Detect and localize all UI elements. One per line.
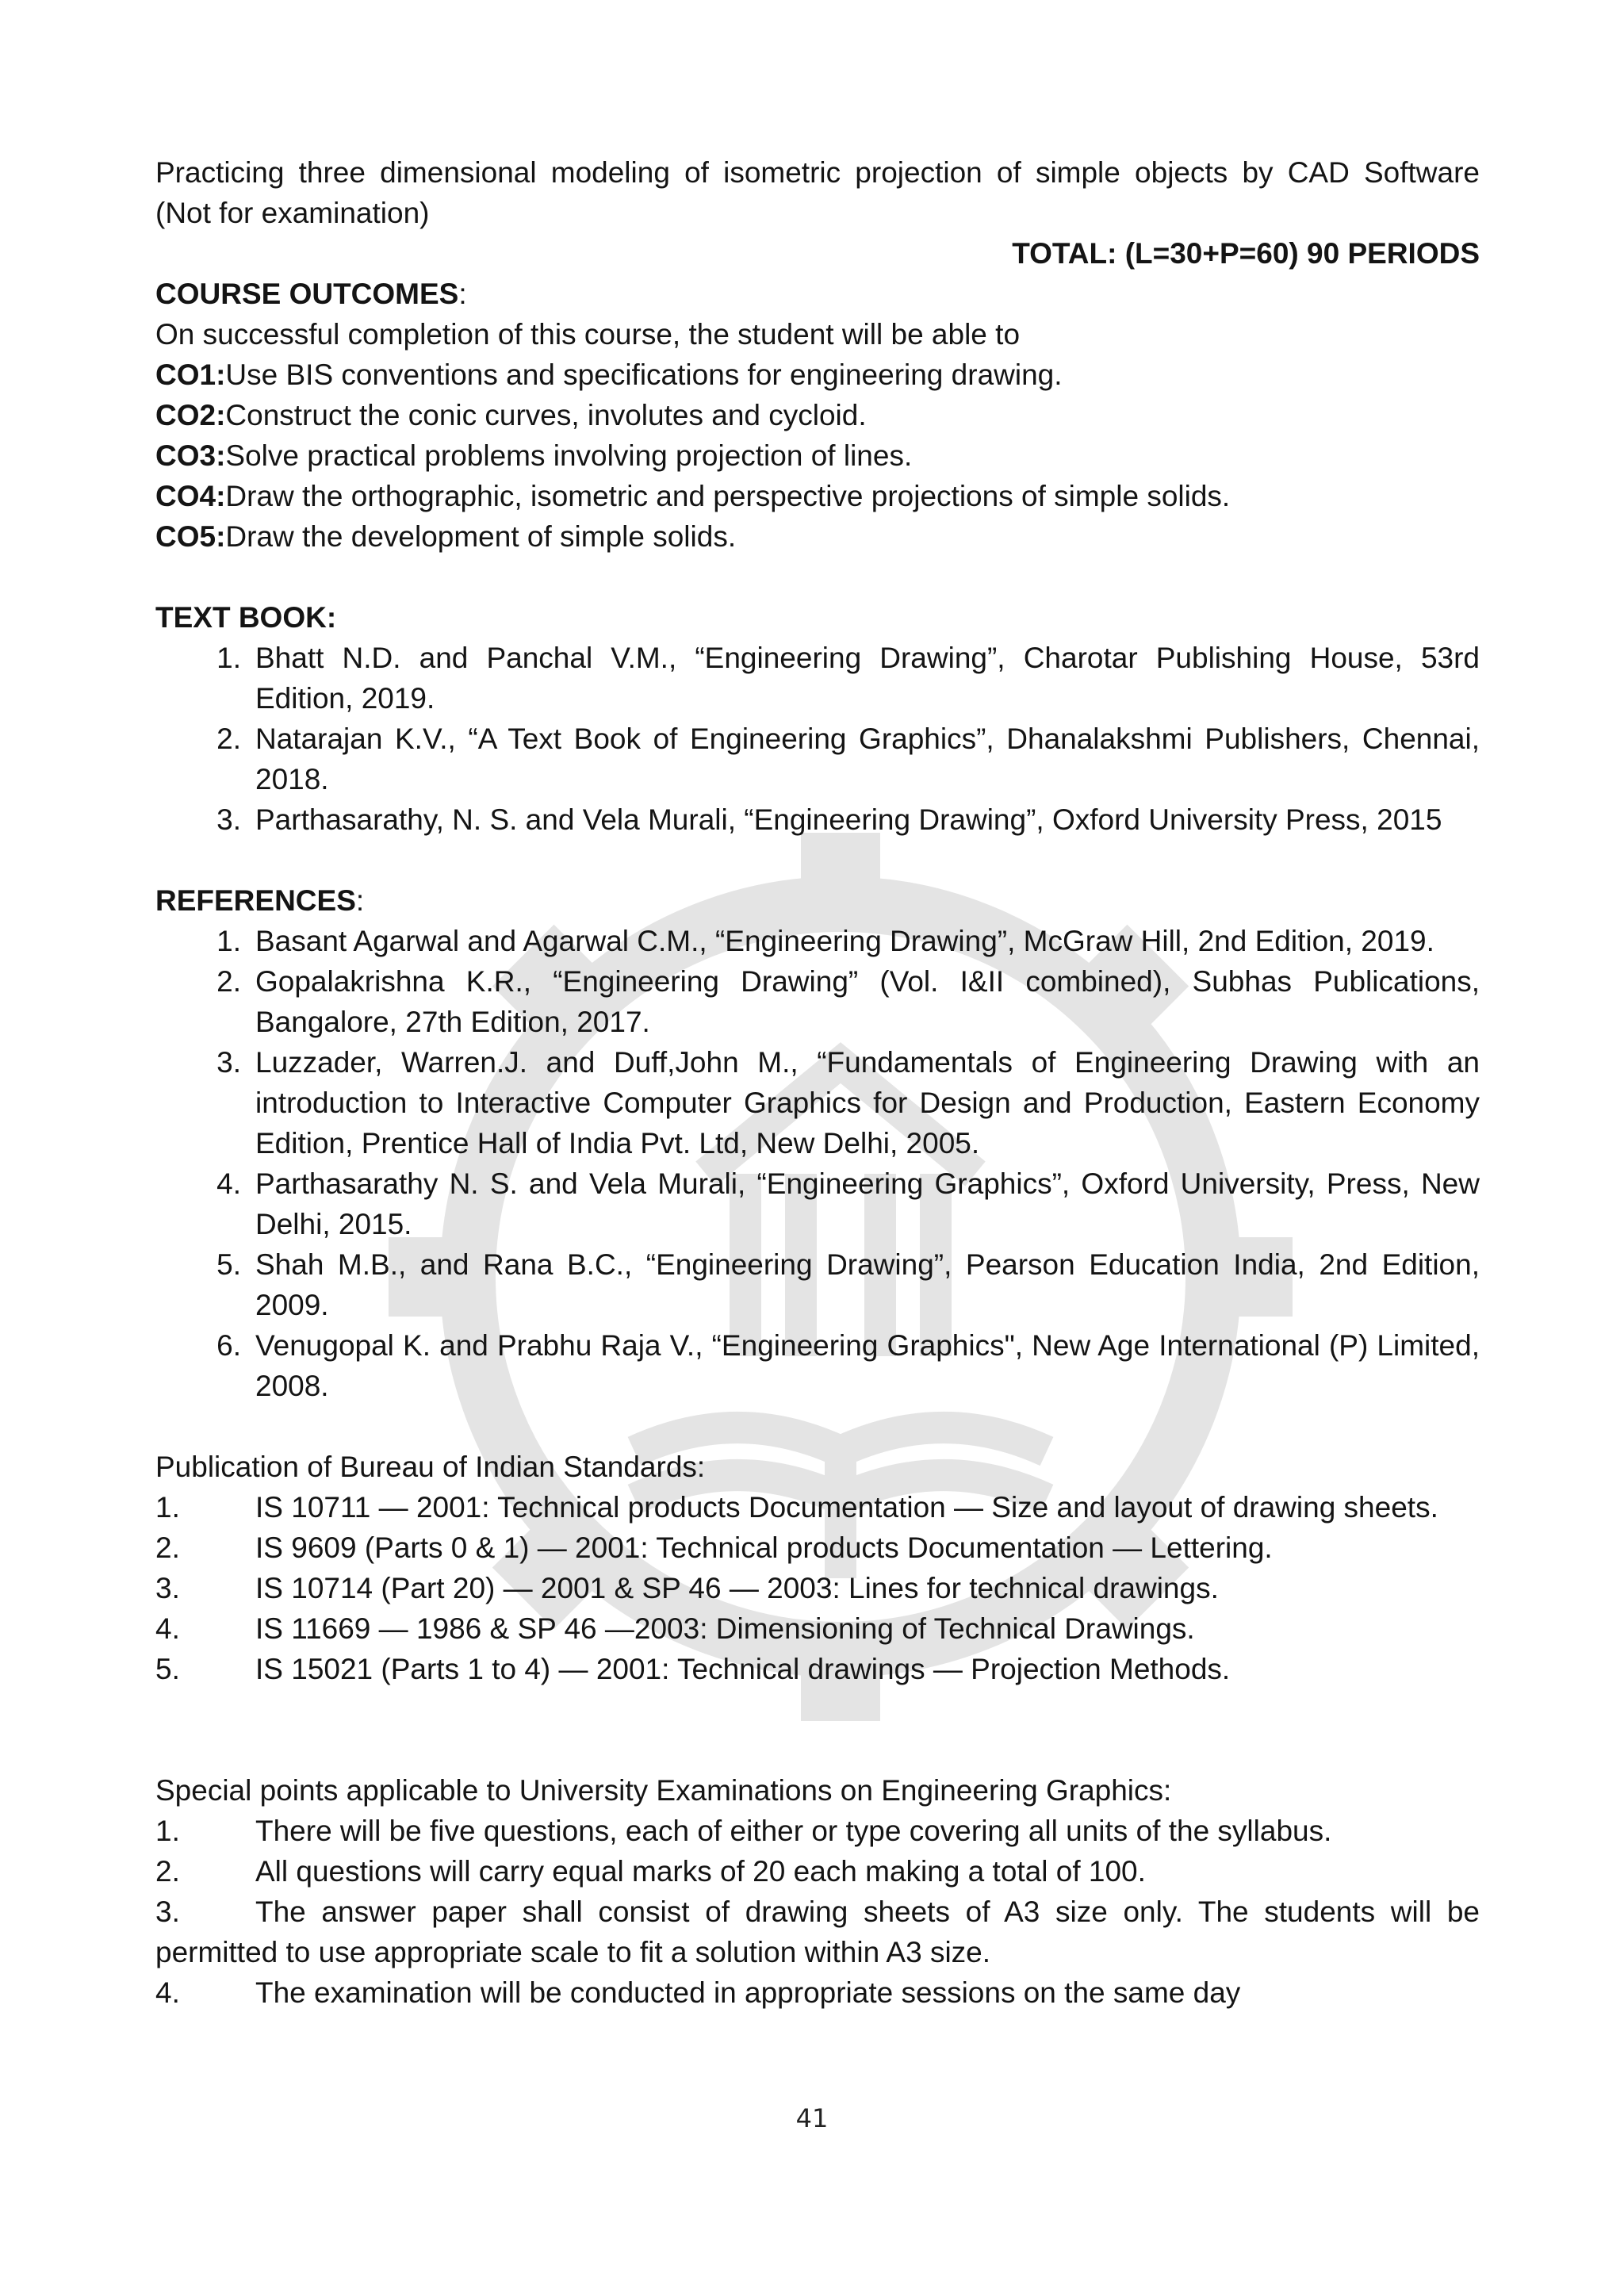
text-book-heading: TEXT BOOK: (155, 601, 337, 634)
document-body (155, 152, 1480, 2013)
references-title: REFERENCES (155, 884, 356, 917)
reference-item (155, 921, 1480, 961)
reference-item (155, 1325, 1480, 1406)
course-outcome-text: Construct the conic curves, involutes and cycloid. (225, 399, 867, 431)
course-outcome-text: Use BIS conventions and specifications for engineering drawing. (225, 358, 1063, 391)
list-text: IS 11669 — 1986 & SP 46 —2003: Dimensioning of Technical Drawings. (255, 1612, 1195, 1645)
list-text: IS 9609 (Parts 0 & 1) — 2001: Technical products Documentation — Lettering. (255, 1531, 1273, 1564)
course-outcomes-colon: : (458, 278, 467, 310)
course-outcome-item (155, 516, 1480, 557)
list-number: 4. (155, 1612, 180, 1645)
references-heading (155, 880, 1480, 921)
course-outcome-item (155, 395, 1480, 435)
list-number: 3. (155, 1895, 180, 1928)
list-number: 1. (216, 642, 241, 674)
bis-item (155, 1649, 1480, 1689)
list-number: 2. (155, 1531, 180, 1564)
list-number: 3. (216, 1046, 241, 1079)
special-points-heading: Special points applicable to University Examinations on Engineering Graphics: (155, 1774, 1172, 1807)
list-number: 4. (155, 1976, 180, 2009)
list-number: 2. (216, 965, 241, 998)
course-outcome-item (155, 476, 1480, 516)
reference-item (155, 1244, 1480, 1325)
special-point-item (155, 1972, 1480, 2013)
list-number: 3. (216, 803, 241, 836)
reference-item (155, 1163, 1480, 1244)
course-outcome-text: Draw the orthographic, isometric and perspective projections of simple solids. (225, 480, 1231, 512)
total-periods: TOTAL: (L=30+P=60) 90 PERIODS (1012, 237, 1480, 270)
course-outcomes-heading (155, 274, 1480, 314)
list-number: 1. (155, 1491, 180, 1524)
list-number: 5. (155, 1653, 180, 1685)
intro-line-2: (Not for examination) (155, 197, 430, 229)
list-number: 2. (216, 723, 241, 755)
list-text: IS 10711 — 2001: Technical products Documentation — Size and layout of drawing sheets. (255, 1491, 1438, 1524)
references-colon: : (355, 884, 365, 917)
course-outcome-code: CO1: (155, 358, 226, 391)
bis-heading: Publication of Bureau of Indian Standards: (155, 1451, 706, 1483)
course-outcomes-intro: On successful completion of this course, the student will be able to (155, 318, 1021, 351)
bis-item (155, 1527, 1480, 1568)
list-number: 1. (155, 1815, 180, 1847)
special-point-item (155, 1892, 1480, 1972)
course-outcome-text: Solve practical problems involving projection of lines. (225, 439, 913, 472)
list-number: 5. (216, 1248, 241, 1281)
list-text: Parthasarathy N. S. and Vela Murali, “Engineering Graphics”, Oxford University, Press, New Delhi, 2015. (255, 1167, 1480, 1240)
reference-item (155, 1042, 1480, 1163)
bis-item (155, 1487, 1480, 1527)
text-book-item (155, 799, 1480, 840)
course-outcome-item (155, 435, 1480, 476)
page-number: 41 (795, 2103, 829, 2133)
list-text: Gopalakrishna K.R., “Engineering Drawing” (Vol. I&II combined), Subhas Publications, Bangalore, 27th Edition, 2017. (255, 965, 1480, 1038)
list-text: Luzzader, Warren.J. and Duff,John M., “Fundamentals of Engineering Drawing with an introduction to Interactive Computer Graphics for Design and Production, Eastern Economy Edition, Prentice Hall of India Pvt. Ltd, New Delhi, 2005. (255, 1046, 1480, 1159)
intro-line-1: Practicing three dimensional modeling of isometric projection of simple objects by CAD Software (155, 156, 1480, 189)
course-outcome-text: Draw the development of simple solids. (225, 520, 737, 553)
list-text: Bhatt N.D. and Panchal V.M., “Engineering Drawing”, Charotar Publishing House, 53rd Edition, 2019. (255, 642, 1480, 715)
list-text: Natarajan K.V., “A Text Book of Engineering Graphics”, Dhanalakshmi Publishers, Chennai, 2018. (255, 723, 1480, 795)
list-text: Parthasarathy, N. S. and Vela Murali, “Engineering Drawing”, Oxford University Press, 2015 (255, 803, 1442, 836)
list-text: IS 10714 (Part 20) — 2001 & SP 46 — 2003: Lines for technical drawings. (255, 1572, 1219, 1604)
list-text: Venugopal K. and Prabhu Raja V., “Engineering Graphics", New Age International (P) Limited, 2008. (255, 1329, 1480, 1402)
list-text: The answer paper shall consist of drawing sheets of A3 size only. The students will be permitted to use appropriate scale to fit a solution within A3 size. (155, 1895, 1480, 1968)
list-text: Basant Agarwal and Agarwal C.M., “Engineering Drawing”, McGraw Hill, 2nd Edition, 2019. (255, 925, 1434, 957)
course-outcomes-title: COURSE OUTCOMES (155, 278, 459, 310)
text-book-item (155, 638, 1480, 719)
list-number: 1. (216, 925, 241, 957)
list-text: IS 15021 (Parts 1 to 4) — 2001: Technical drawings — Projection Methods. (255, 1653, 1231, 1685)
list-number: 2. (155, 1855, 180, 1888)
list-number: 4. (216, 1167, 241, 1200)
list-text: The examination will be conducted in appropriate sessions on the same day (255, 1976, 1241, 2009)
course-outcome-code: CO4: (155, 480, 226, 512)
special-point-item (155, 1811, 1480, 1851)
list-text: There will be five questions, each of either or type covering all units of the syllabus. (255, 1815, 1332, 1847)
list-text: Shah M.B., and Rana B.C., “Engineering Drawing”, Pearson Education India, 2nd Edition, 2009. (255, 1248, 1480, 1321)
course-outcome-item (155, 355, 1480, 395)
list-number: 3. (155, 1572, 180, 1604)
reference-item (155, 961, 1480, 1042)
list-text: All questions will carry equal marks of 20 each making a total of 100. (255, 1855, 1146, 1888)
list-number: 6. (216, 1329, 241, 1362)
course-outcome-code: CO5: (155, 520, 226, 553)
bis-item (155, 1568, 1480, 1608)
course-outcome-code: CO3: (155, 439, 226, 472)
course-outcome-code: CO2: (155, 399, 226, 431)
text-book-item (155, 719, 1480, 799)
special-point-item (155, 1851, 1480, 1892)
bis-item (155, 1608, 1480, 1649)
